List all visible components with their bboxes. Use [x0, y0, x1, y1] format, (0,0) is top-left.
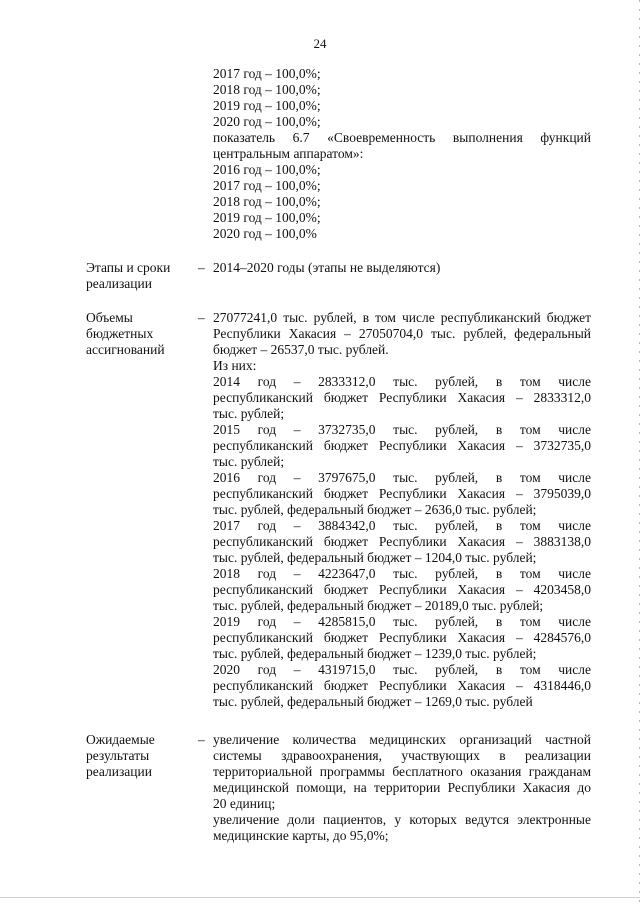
stages-label: Этапы и сроки реализации [86, 260, 171, 291]
text-line: увеличение доли пациентов, у которых ведутся электронные [213, 812, 591, 827]
scan-bottom-edge [0, 897, 640, 898]
results-label: Ожидаемые результаты реализации [86, 732, 155, 779]
text-line: 2019 год – 100,0%; [213, 210, 321, 225]
text-line: 2020 год – 100,0%; [213, 114, 321, 129]
text-line: 2014 год – 2833312,0 тыс. рублей, в том числе [213, 374, 591, 389]
text-line: бюджет – 26537,0 тыс. рублей. [213, 342, 389, 357]
text-line: 2018 год – 4223647,0 тыс. рублей, в том числе [213, 566, 591, 581]
text-line: 2017 год – 100,0%; [213, 66, 321, 81]
text-line: тыс. рублей, федеральный бюджет – 20189,0 тыс. рублей; [213, 598, 544, 613]
text-line: 20 единиц; [213, 796, 276, 811]
text-line: увеличение количества медицинских организаций частной [213, 732, 591, 747]
text-line: показатель 6.7 «Своевременность выполнения функций [213, 130, 591, 145]
page-number: 24 [313, 36, 327, 51]
text-line: тыс. рублей, федеральный бюджет – 2636,0 тыс. рублей; [213, 502, 537, 517]
text-line: республиканский бюджет Республики Хакасия – 4284576,0 [213, 630, 591, 645]
text-line: тыс. рублей, федеральный бюджет – 1239,0 тыс. рублей; [213, 646, 537, 661]
text-line: центральным аппаратом»: [213, 146, 364, 161]
text-line: республиканский бюджет Республики Хакасия – 2833312,0 [213, 390, 591, 405]
text-line: тыс. рублей, федеральный бюджет – 1269,0 тыс. рублей [213, 694, 533, 709]
text-line: 2020 год – 4319715,0 тыс. рублей, в том числе [213, 662, 591, 677]
text-line: республиканский бюджет Республики Хакасия – 4318446,0 [213, 678, 591, 693]
text-line: республиканский бюджет Республики Хакасия – 4203458,0 [213, 582, 591, 597]
text-line: системы здравоохранения, участвующих в реализации [213, 748, 591, 763]
text-line: тыс. рублей; [213, 406, 285, 421]
text-line: Республики Хакасия – 27050704,0 тыс. рублей, федеральный [213, 326, 591, 341]
text-line: 27077241,0 тыс. рублей, в том числе республиканский бюджет [213, 310, 591, 325]
text-line: республиканский бюджет Республики Хакасия – 3883138,0 [213, 534, 591, 549]
stages-text-block [213, 260, 591, 276]
text-line: 2017 год – 100,0%; [213, 178, 321, 193]
text-line: республиканский бюджет Республики Хакасия – 3795039,0 [213, 486, 591, 501]
text-line: тыс. рублей, федеральный бюджет – 1204,0 тыс. рублей; [213, 550, 537, 565]
text-line: 2015 год – 3732735,0 тыс. рублей, в том числе [213, 422, 591, 437]
budget-text-block [213, 310, 591, 710]
budget-dash: – [198, 310, 205, 325]
text-line: 2018 год – 100,0%; [213, 194, 321, 209]
text-line: 2016 год – 3797675,0 тыс. рублей, в том числе [213, 470, 591, 485]
text-line: 2016 год – 100,0%; [213, 162, 321, 177]
text-line: медицинские карты, до 95,0%; [213, 828, 389, 843]
text-line: Из них: [213, 358, 257, 373]
text-line: 2018 год – 100,0%; [213, 82, 321, 97]
text-line: 2019 год – 4285815,0 тыс. рублей, в том числе [213, 614, 591, 629]
text-line: республиканский бюджет Республики Хакасия – 3732735,0 [213, 438, 591, 453]
budget-label: Объемы бюджетных ассигнований [86, 310, 165, 357]
stages-dash: – [198, 260, 205, 275]
results-dash: – [198, 732, 205, 747]
text-line: 2019 год – 100,0%; [213, 98, 321, 113]
stages-text: 2014–2020 годы (этапы не выделяются) [213, 260, 441, 275]
text-line: территориальной программы бесплатного оказания гражданам [213, 764, 591, 779]
text-line: тыс. рублей; [213, 454, 285, 469]
results-text-block [213, 732, 591, 844]
text-line: медицинской помощи, на территории Республики Хакасия до [213, 780, 591, 795]
indicator-values-block [213, 66, 591, 242]
text-line: 2017 год – 3884342,0 тыс. рублей, в том числе [213, 518, 591, 533]
text-line: 2020 год – 100,0% [213, 226, 317, 241]
